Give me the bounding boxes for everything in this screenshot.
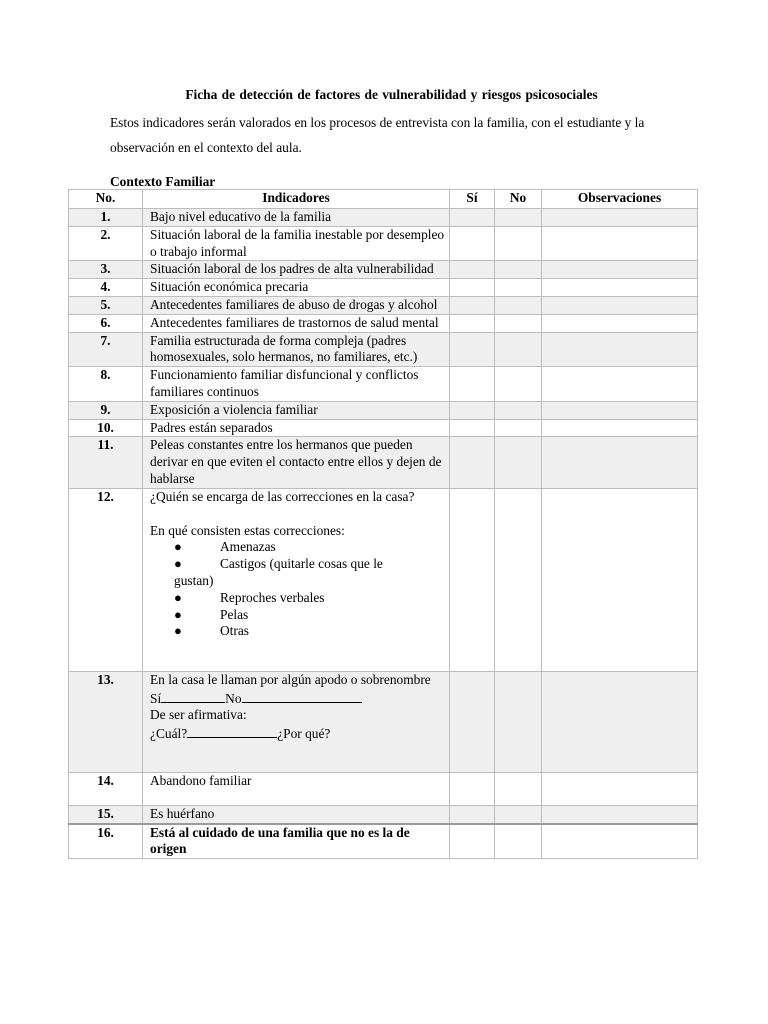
cell-no[interactable] [495,401,542,419]
no-blank[interactable] [242,689,362,703]
cell-yes[interactable] [450,437,495,488]
document-title: Ficha de detección de factores de vulnerabilidad y riesgos psicosociales [185,87,598,102]
option-label: Pelas [220,606,249,622]
cell-yes[interactable] [450,772,495,805]
cell-no[interactable] [495,332,542,367]
row-indicator: Abandono familiar [143,772,450,805]
cell-observations[interactable] [542,671,698,772]
cell-yes[interactable] [450,401,495,419]
cell-observations[interactable] [542,367,698,402]
row-indicator: Situación laboral de los padres de alta vulnerabilidad [143,261,450,279]
cell-observations[interactable] [542,772,698,805]
cell-yes[interactable] [450,261,495,279]
cell-yes[interactable] [450,367,495,402]
yes-label: Sí [150,690,162,706]
row-indicator: Funcionamiento familiar disfuncional y conflictos familiares continuos [143,367,450,402]
cell-no[interactable] [495,279,542,297]
table-row [69,437,698,488]
nickname-question: En la casa le llaman por algún apodo o sobrenombre [150,671,431,687]
row-number: 3. [69,261,143,279]
row-indicator: Está al cuidado de una familia que no es la de origen [143,824,450,859]
cell-observations[interactable] [542,226,698,261]
which-label: ¿Cuál? [150,726,188,742]
cell-yes[interactable] [450,209,495,227]
cell-observations[interactable] [542,314,698,332]
cell-observations[interactable] [542,488,698,671]
row-indicator: Antecedentes familiares de trastornos de salud mental [143,314,450,332]
cell-yes[interactable] [450,671,495,772]
no-label: No [225,690,242,706]
why-label: ¿Por qué? [277,726,331,742]
row-number: 4. [69,279,143,297]
cell-no[interactable] [495,805,542,823]
row-number: 1. [69,209,143,227]
header-observations: Observaciones [542,190,698,209]
cell-observations[interactable] [542,296,698,314]
bullet-icon: ● [174,606,182,622]
cell-observations[interactable] [542,437,698,488]
bullet-icon: ● [174,556,182,572]
intro-paragraph: Estos indicadores serán valorados en los procesos de entrevista con la familia, con el estudiante y la observación en el contexto del aula. [110,115,645,155]
cell-observations[interactable] [542,261,698,279]
row-number: 11. [69,437,143,488]
which-why-line [150,724,445,743]
row-indicator: Peleas constantes entre los hermanos que pueden derivar en que eviten el contacto entre ellos y dejen de hablarse [143,437,450,488]
table-row [69,805,698,823]
bullet-icon: ● [174,539,182,555]
cell-no[interactable] [495,671,542,772]
row-number: 7. [69,332,143,367]
table-row [69,209,698,227]
row-indicator: Situación laboral de la familia inestable por desempleo o trabajo informal [143,226,450,261]
list-item [150,623,445,640]
yes-no-line [150,689,445,708]
which-blank[interactable] [187,724,277,738]
cell-yes[interactable] [450,226,495,261]
row-indicator: Exposición a violencia familiar [143,401,450,419]
cell-observations[interactable] [542,419,698,437]
table-row [69,671,698,772]
row-indicator: Es huérfano [143,805,450,823]
row-number: 5. [69,296,143,314]
table-row [69,419,698,437]
row-number: 13. [69,671,143,772]
cell-no[interactable] [495,261,542,279]
table-header-row [69,190,698,209]
row-number: 14. [69,772,143,805]
cell-observations[interactable] [542,209,698,227]
bullet-icon: ● [174,589,182,605]
table-row [69,296,698,314]
table-row [69,824,698,859]
table-row [69,332,698,367]
header-no: No. [69,190,143,209]
cell-yes[interactable] [450,824,495,859]
row-indicator: Antecedentes familiares de abuso de drogas y alcohol [143,296,450,314]
cell-no[interactable] [495,437,542,488]
row-indicator: Padres están separados [143,419,450,437]
cell-yes[interactable] [450,419,495,437]
cell-observations[interactable] [542,824,698,859]
row-number: 6. [69,314,143,332]
cell-no[interactable] [495,419,542,437]
table-row [69,226,698,261]
yes-blank[interactable] [161,689,225,703]
list-item [150,590,445,607]
nickname-cell [143,671,450,772]
cell-yes[interactable] [450,332,495,367]
header-no-column: No [495,190,542,209]
cell-no[interactable] [495,226,542,261]
cell-yes[interactable] [450,488,495,671]
row-number: 12. [69,488,143,671]
cell-observations[interactable] [542,279,698,297]
table-row [69,488,698,671]
row-indicator: Familia estructurada de forma compleja (padres homosexuales, solo hermanos, no familiares, etc.) [143,332,450,367]
bullet-icon: ● [174,623,182,639]
cell-no[interactable] [495,367,542,402]
table-row [69,401,698,419]
list-item [150,607,445,624]
indicators-table [68,189,698,859]
table-row [69,314,698,332]
table-row [69,772,698,805]
cell-no[interactable] [495,314,542,332]
row-number: 10. [69,419,143,437]
list-item [150,556,445,573]
affirmative-label: De ser afirmativa: [150,707,247,723]
section-title: Contexto Familiar [110,174,216,189]
cell-yes[interactable] [450,296,495,314]
row-number: 2. [69,226,143,261]
cell-yes[interactable] [450,279,495,297]
row-number: 8. [69,367,143,402]
cell-observations[interactable] [542,805,698,823]
option-label: Amenazas [220,539,276,555]
option-continuation: gustan) [174,572,214,588]
header-yes: Sí [450,190,495,209]
header-indicators: Indicadores [143,190,450,209]
row-indicator: Situación económica precaria [143,279,450,297]
cell-yes[interactable] [450,314,495,332]
option-label: Otras [220,623,250,639]
corrections-subheading: En qué consisten estas correcciones: [150,522,345,538]
cell-no[interactable] [495,824,542,859]
row-number: 16. [69,824,143,859]
row-number: 9. [69,401,143,419]
option-label: Reproches verbales [220,589,325,605]
cell-yes[interactable] [450,805,495,823]
row-number: 15. [69,805,143,823]
corrections-cell [143,488,450,671]
row-indicator: Bajo nivel educativo de la familia [143,209,450,227]
option-label: Castigos (quitarle cosas que le [220,556,383,572]
cell-observations[interactable] [542,401,698,419]
table-row [69,261,698,279]
cell-no[interactable] [495,488,542,671]
cell-no[interactable] [495,772,542,805]
table-row [69,367,698,402]
list-item [150,539,445,556]
table-row [69,279,698,297]
cell-observations[interactable] [542,332,698,367]
cell-no[interactable] [495,209,542,227]
cell-no[interactable] [495,296,542,314]
corrections-question: ¿Quién se encarga de las correcciones en la casa? [150,488,415,504]
